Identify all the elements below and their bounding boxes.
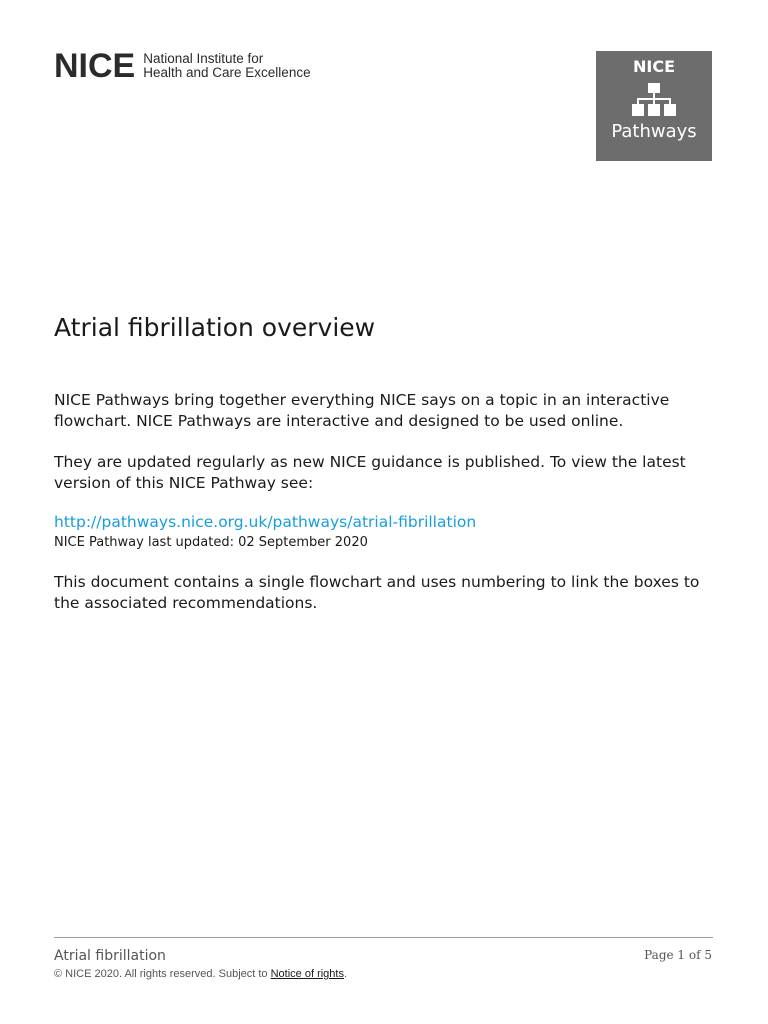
nice-wordmark: NICE xyxy=(54,47,136,85)
badge-title: NICE xyxy=(632,57,675,76)
nice-logo xyxy=(54,49,311,83)
footer-title: Atrial fibrillation xyxy=(54,948,166,964)
pathway-link[interactable]: http://pathways.nice.org.uk/pathways/atrial-fibrillation xyxy=(54,513,477,531)
page-number: Page 1 of 5 xyxy=(644,948,712,962)
nice-fullname xyxy=(143,52,310,80)
copyright-notice xyxy=(54,966,347,982)
update-paragraph: They are updated regularly as new NICE guidance is published. To view the latest version of this NICE Pathway see: xyxy=(54,453,686,492)
nice-pathways-badge xyxy=(596,51,712,161)
copyright-text: © NICE 2020. All rights reserved. Subject to xyxy=(54,968,271,980)
copyright-suffix: . xyxy=(343,968,348,980)
logo-line-2: Health and Care Excellence xyxy=(143,65,311,80)
intro-paragraph: NICE Pathways bring together everything NICE says on a topic in an interactive flowchart. NICE Pathways are interactive and designed to be used online. xyxy=(54,391,670,430)
page-title: Atrial fibrillation overview xyxy=(54,313,376,342)
badge-label: Pathways xyxy=(611,121,697,142)
notice-of-rights-link[interactable]: Notice of rights xyxy=(270,968,344,980)
footer-divider xyxy=(54,937,713,938)
logo-line-1: National Institute for xyxy=(143,51,264,66)
last-updated-text: NICE Pathway last updated: 02 September 2020 xyxy=(54,535,368,550)
flowchart-hierarchy-icon xyxy=(632,83,676,119)
flowchart-note-paragraph: This document contains a single flowchart and uses numbering to link the boxes to the associated recommendations. xyxy=(54,573,700,612)
